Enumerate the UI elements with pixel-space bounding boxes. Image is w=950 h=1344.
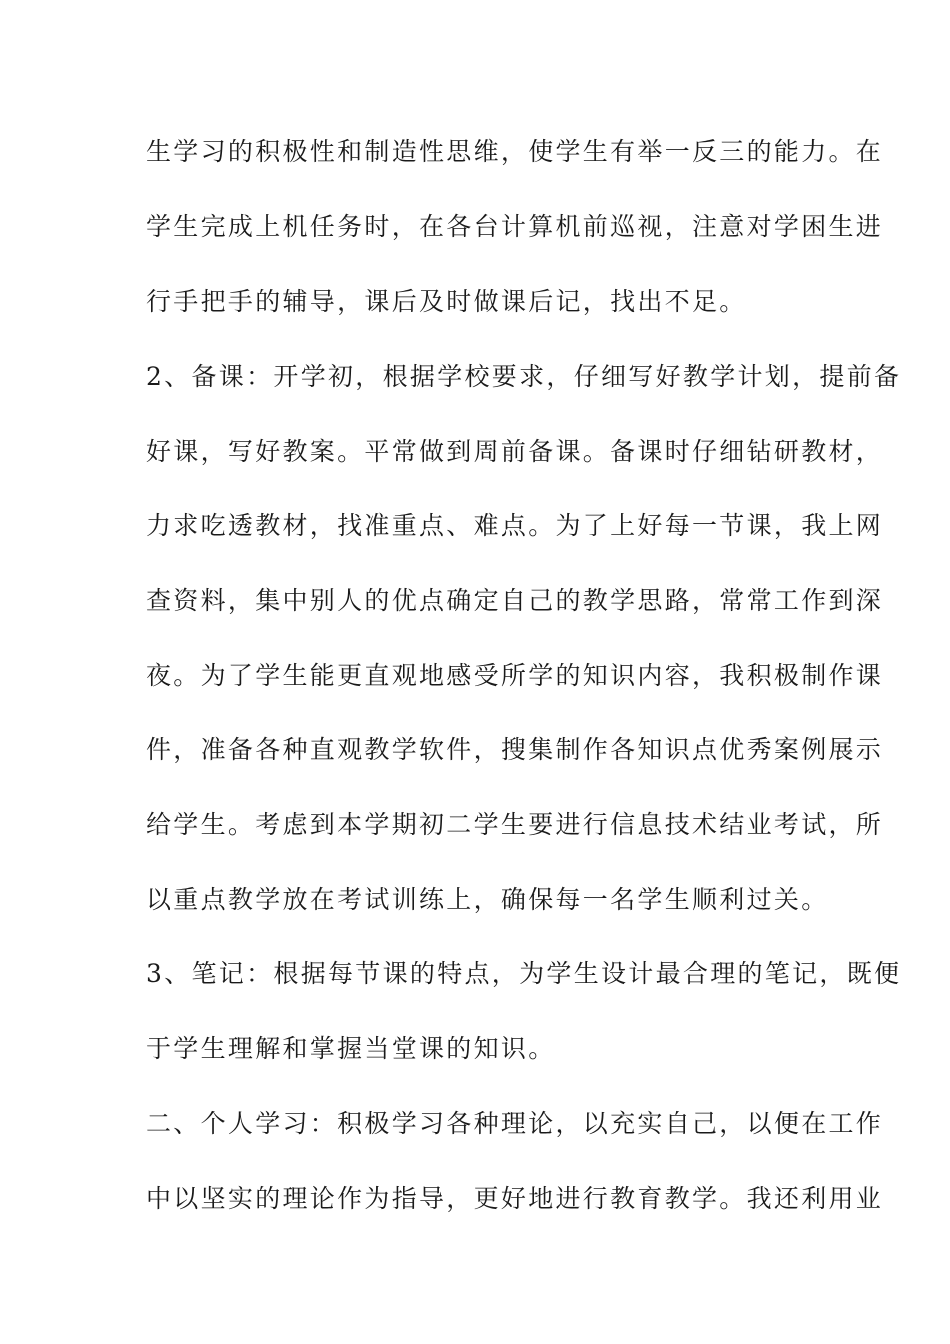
text-line: 以重点教学放在考试训练上，确保每一名学生顺利过关。 (146, 885, 829, 914)
text-line: 学生完成上机任务时，在各台计算机前巡视，注意对学困生进 (146, 212, 884, 241)
text-line: 件，准备各种直观教学软件，搜集制作各知识点优秀案例展示 (146, 735, 884, 764)
text-line: 2、备课：开学初，根据学校要求，仔细写好教学计划，提前备 (146, 362, 902, 391)
text-line: 生学习的积极性和制造性思维，使学生有举一反三的能力。在 (146, 137, 884, 166)
text-line: 中以坚实的理论作为指导，更好地进行教育教学。我还利用业 (146, 1184, 884, 1213)
text-line: 力求吃透教材，找准重点、难点。为了上好每一节课，我上网 (146, 511, 884, 540)
text-line: 3、笔记：根据每节课的特点，为学生设计最合理的笔记，既便 (146, 959, 902, 988)
text-line: 给学生。考虑到本学期初二学生要进行信息技术结业考试，所 (146, 810, 884, 839)
text-line: 二、个人学习：积极学习各种理论，以充实自己，以便在工作 (146, 1109, 884, 1138)
text-line: 于学生理解和掌握当堂课的知识。 (146, 1034, 556, 1063)
text-line: 好课，写好教案。平常做到周前备课。备课时仔细钻研教材， (146, 437, 884, 466)
text-line: 夜。为了学生能更直观地感受所学的知识内容，我积极制作课 (146, 661, 884, 690)
text-line: 行手把手的辅导，课后及时做课后记，找出不足。 (146, 287, 747, 316)
text-line: 查资料，集中别人的优点确定自己的教学思路，常常工作到深 (146, 586, 884, 615)
